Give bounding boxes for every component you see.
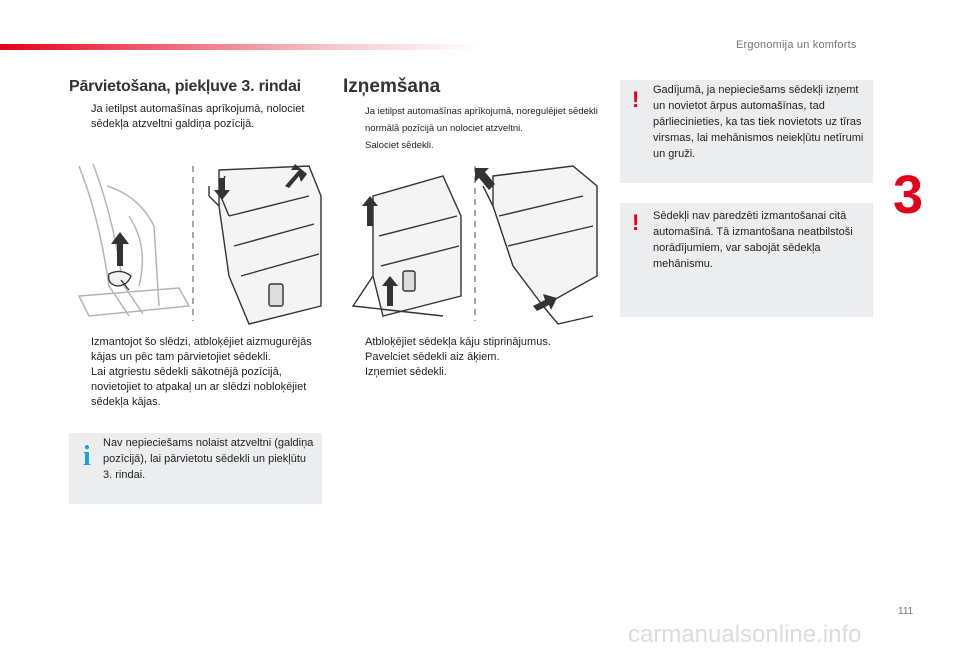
warning-icon: ! <box>632 87 640 112</box>
watermark-text: carmanualsonline.info <box>628 621 862 648</box>
list-item <box>69 102 329 132</box>
seat-removal-drawing <box>343 156 598 328</box>
warning-text: Sēdekļi nav paredzēti izmantošanai citā automašīnā. Tā izmantošana neatbilstoši norādījumiem, var sabojāt sēdekļa mehānismu. <box>653 210 853 270</box>
info-text: Nav nepieciešams nolaist atzveltni (galdiņa pozīcijā), lai pārvietotu sēdekli un piekļūtu 3. rindai. <box>103 437 314 481</box>
page-number: 111 <box>898 606 914 617</box>
list-item-text: Izmantojot šo slēdzi, atbloķējiet aizmugurējās kājas un pēc tam pārvietojiet sēdekli. <box>91 336 312 363</box>
heading-removal: Izņemšana <box>343 76 441 97</box>
list-item-text: Atbloķējiet sēdekļa kāju stiprinājumus. <box>365 336 551 348</box>
seat-removal-illustration <box>343 156 598 328</box>
chapter-number: 3 <box>893 165 924 225</box>
list-item-text: Ja ietilpst automašīnas aprīkojumā, nolociet sēdekļa atzveltni galdiņa pozīcijā. <box>91 103 305 130</box>
list-item <box>343 137 603 154</box>
info-icon: i <box>83 441 91 472</box>
warning-icon: ! <box>632 210 640 235</box>
intro-bullet-list-mid <box>343 103 603 154</box>
warning-box <box>620 203 873 317</box>
list-item <box>69 365 329 410</box>
list-item <box>343 350 603 365</box>
section-title: Ergonomija un komforts <box>736 39 857 51</box>
header-accent-bar <box>0 44 480 50</box>
list-item <box>69 335 329 365</box>
warning-box <box>620 80 873 183</box>
list-item-text: Salociet sēdekli. <box>365 140 434 151</box>
list-item <box>343 335 603 350</box>
steps-list-mid <box>343 335 603 380</box>
intro-bullet-list <box>69 102 329 132</box>
list-item-text: Pavelciet sēdekli aiz āķiem. <box>365 351 500 363</box>
list-item-text: Ja ietilpst automašīnas aprīkojumā, noregulējiet sēdekli normālā pozīcijā un nolociet atzveltni. <box>365 106 598 134</box>
seat-adjust-drawing <box>69 156 323 328</box>
list-item-text: Izņemiet sēdekli. <box>365 366 447 378</box>
info-box <box>69 433 322 504</box>
warning-text: Gadījumā, ja nepieciešams sēdekļi izņemt un novietot ārpus automašīnas, tad pārliecinieties, ka tas tiek novietots uz tīras virsmas, lai mehānismos neiekļūtu netīrumi un gruži. <box>653 84 864 160</box>
list-item <box>343 365 603 380</box>
list-item-text: Lai atgriestu sēdekli sākotnējā pozīcijā, novietojiet to atpakaļ un ar slēdzi nobloķējiet sēdekļa kājas. <box>91 366 307 408</box>
list-item <box>343 103 603 137</box>
steps-list-left <box>69 335 329 410</box>
seat-adjust-illustration <box>69 156 323 328</box>
heading-move-access: Pārvietošana, piekļuve 3. rindai <box>69 78 301 95</box>
